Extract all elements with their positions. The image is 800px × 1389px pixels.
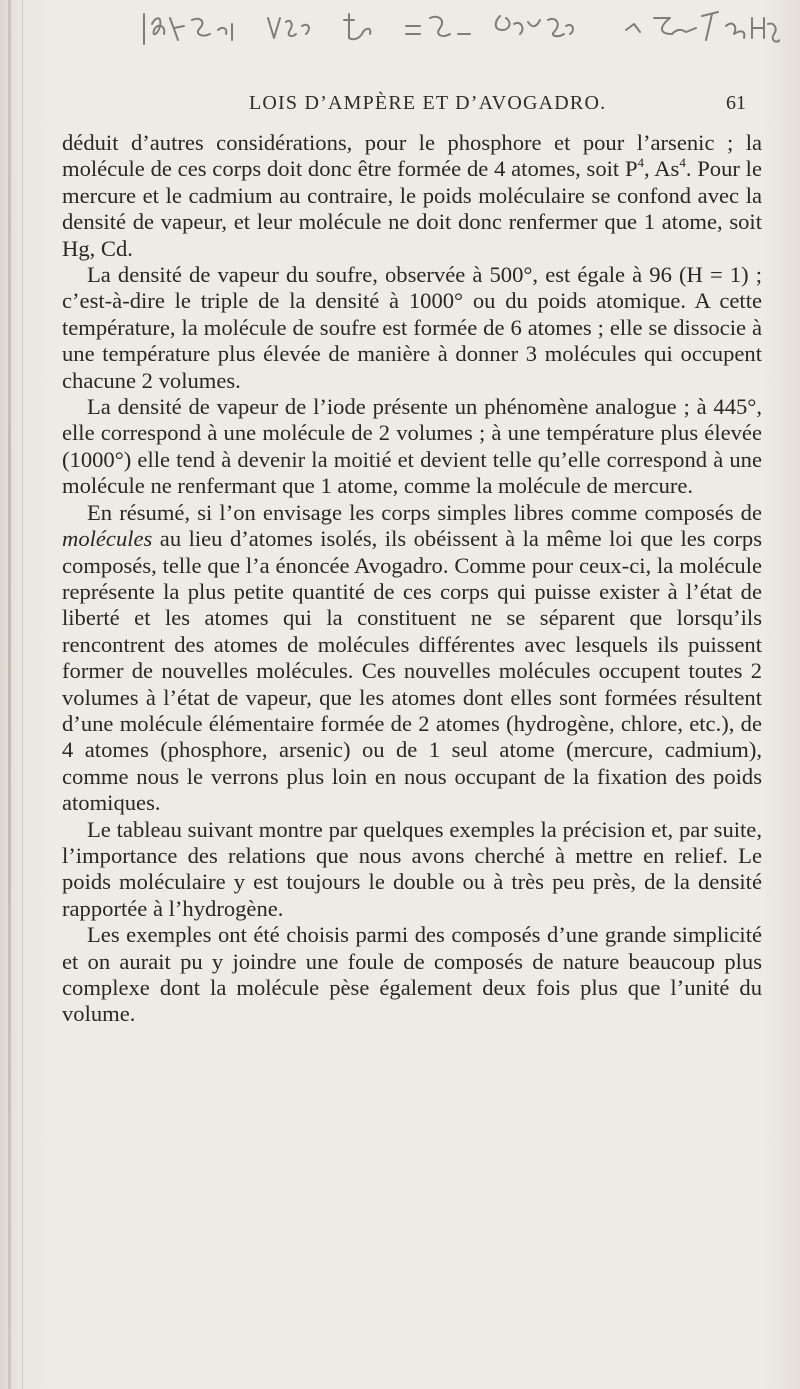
text-run: au lieu d’atomes isolés, ils obéissent à la même loi que les corps composés, telle que l’a énoncée Avogadro. Comme pour ceux-ci, la molécule représente la plus petite quantité de ces corps qui puisse exister à l’état de liberté et les atomes qui la constituent ne se séparent que lorsqu’ils rencontrent des atomes de molécules différentes avec lesquels ils puissent former de nouvelles molécules. Ces nouvelles molécules occupent toutes 2 volumes à l’état de vapeur, que les atomes dont elles sont formées résultent d’une molécule élémentaire formée de 2 atomes (hydrogène, chlore, etc.), de 4 atomes (phosphore, arsenic) ou de 1 seul atome (mercure, cadmium), comme nous le verrons plus loin en nous occupant de la fixation des poids atomiques. [62, 526, 762, 816]
paragraph [62, 817, 762, 923]
text-run: Les exemples ont été choisis parmi des composés d’une grande simplicité et on aurait pu y joindre une foule de composés de nature beaucoup plus complexe dont la molécule pèse également deux fois plus que l’unité du volume. [62, 922, 762, 1027]
binding-shadow-line [22, 0, 23, 1389]
pencil-annotation-image [140, 4, 780, 52]
superscript: 4 [637, 155, 645, 171]
paragraph [62, 394, 762, 500]
paragraph [62, 922, 762, 1028]
running-title: LOIS D’AMPÈRE ET D’AVOGADRO. [249, 92, 607, 114]
superscript: 4 [679, 155, 686, 171]
text-run: . Pour le mercure et le cadmium au contraire, le poids moléculaire se confond avec la densité de vapeur, et leur molécule ne doit donc renfermer que 1 atome, soit Hg, Cd. [62, 156, 762, 261]
text-run: Le tableau suivant montre par quelques exemples la précision et, par suite, l’importance des relations que nous avons cherché à mettre en relief. Le poids moléculaire y est toujours le double ou à très peu près, de la densité rapportée à l’hydrogène. [62, 816, 762, 921]
text-run: , As [644, 156, 680, 182]
text-run: La densité de vapeur du soufre, observée à 500°, est égale à 96 (H = 1) ; c’est-à-dire le triple de la densité à 1000° ou du poids atomique. A cette température, la molécule de soufre est formée de 6 atomes ; elle se dissocie à une température plus élevée de manière à donner 3 molécules qui occupent chacune 2 volumes. [62, 262, 762, 393]
paragraph [62, 262, 762, 394]
page-number: 61 [726, 92, 746, 114]
text-run: La densité de vapeur de l’iode présente un phénomène analogue ; à 445°, elle correspond à une molécule de 2 volumes ; à une température plus élevée (1000°) elle tend à devenir la moitié et devient telle qu’elle correspond à une molécule ne renfermant que 1 atome, comme la molécule de mercure. [62, 394, 762, 499]
body-text [62, 130, 762, 1028]
paragraph [62, 500, 762, 817]
text-run: déduit d’autres considérations, pour le phosphore et pour l’arsenic ; la molécule de ces corps doit donc être formée de 4 atomes, soit P [62, 130, 762, 182]
binding-edge [8, 0, 11, 1389]
running-header [0, 92, 800, 122]
paragraph [62, 130, 762, 262]
italic-term: molécules [62, 526, 153, 552]
text-run: En résumé, si l’on envisage les corps simples libres comme composés de [87, 499, 762, 525]
